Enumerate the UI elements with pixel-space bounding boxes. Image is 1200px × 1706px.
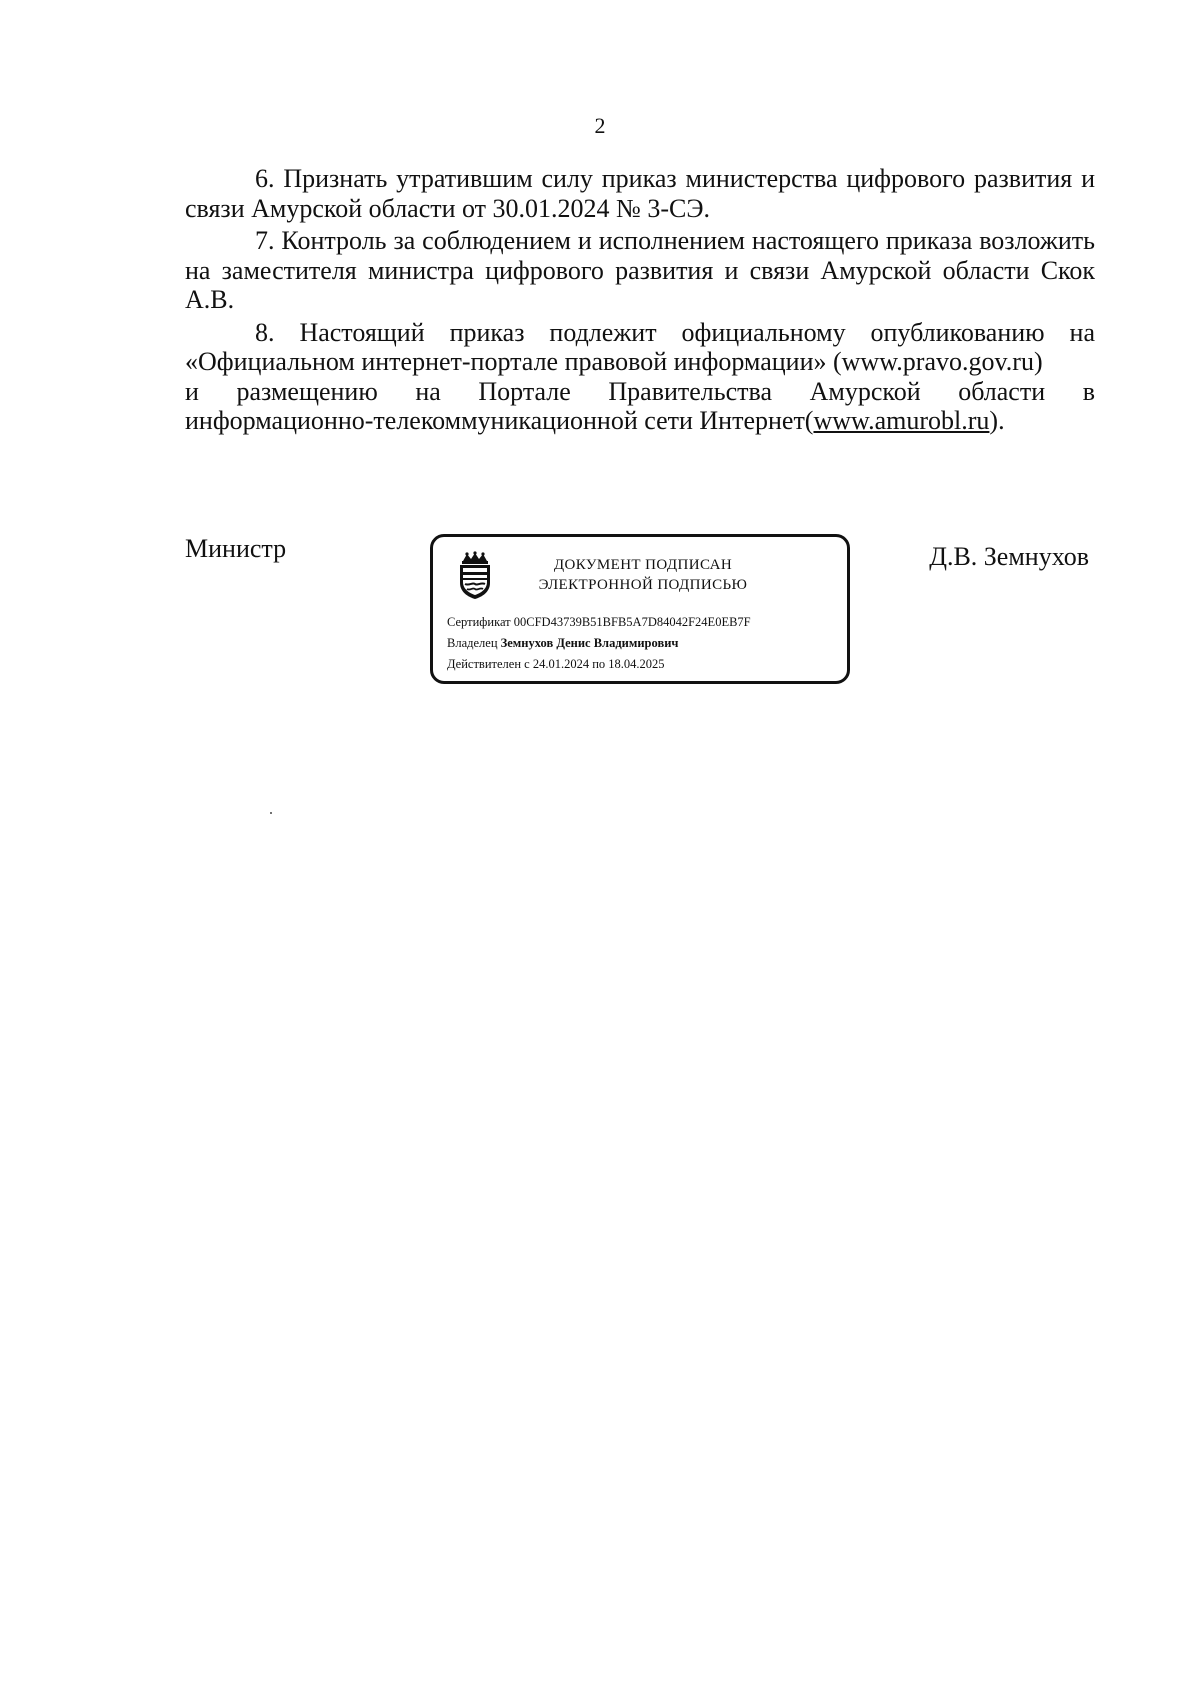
document-body (185, 164, 1095, 436)
paragraph-6: 6. Признать утратившим силу приказ министерства цифрового развития и связи Амурской области от 30.01.2024 № 3-СЭ. (185, 164, 1095, 223)
valid-from: 24.01.2024 (532, 657, 590, 671)
signer-name: Д.В. Земнухов (929, 542, 1089, 571)
paragraph-8-part3: информационно-телекоммуникационной сети Интернет( (185, 406, 814, 435)
valid-label: Действителен с (447, 657, 533, 671)
paragraph-8-part2: и размещению на Портале Правительства Амурской области в (185, 376, 1095, 406)
stamp-header-line1: ДОКУМЕНТ ПОДПИСАН (553, 557, 733, 573)
owner-line (447, 633, 847, 654)
valid-separator: по (589, 657, 609, 671)
amurobl-link[interactable]: www.amurobl.ru (813, 406, 990, 435)
certificate-value: 00CFD43739B51BFB5A7D84042F24E0EB7F (513, 615, 751, 629)
signature-block (185, 534, 1095, 694)
owner-label: Владелец (447, 636, 501, 650)
scan-speck (270, 812, 272, 814)
certificate-line (447, 612, 847, 633)
paragraph-8 (185, 318, 1095, 377)
page-number: 2 (594, 113, 606, 138)
owner-value: Земнухов Денис Владимирович (500, 636, 679, 650)
paragraph-8-part1: 8. Настоящий приказ подлежит официальному опубликованию на «Официальном интернет-портале правовой информации» (www.pravo.gov.ru) (185, 317, 1095, 376)
certificate-label: Сертификат (447, 615, 514, 629)
signer-position: Министр (185, 534, 287, 563)
stamp-certificate-info (447, 612, 847, 675)
paragraph-8-part4: ). (989, 406, 1005, 435)
paragraph-8-last-line (185, 406, 1095, 436)
stamp-header (513, 555, 773, 595)
electronic-signature-stamp (430, 534, 850, 684)
validity-line (447, 654, 847, 675)
paragraph-7: 7. Контроль за соблюдением и исполнением настоящего приказа возложить на заместителя министра цифрового развития и связи Амурской области Скок А.В. (185, 226, 1095, 314)
stamp-header-line2: ЭЛЕКТРОННОЙ ПОДПИСЬЮ (538, 577, 748, 593)
coat-of-arms-icon (455, 551, 495, 601)
valid-to: 18.04.2025 (608, 657, 665, 671)
